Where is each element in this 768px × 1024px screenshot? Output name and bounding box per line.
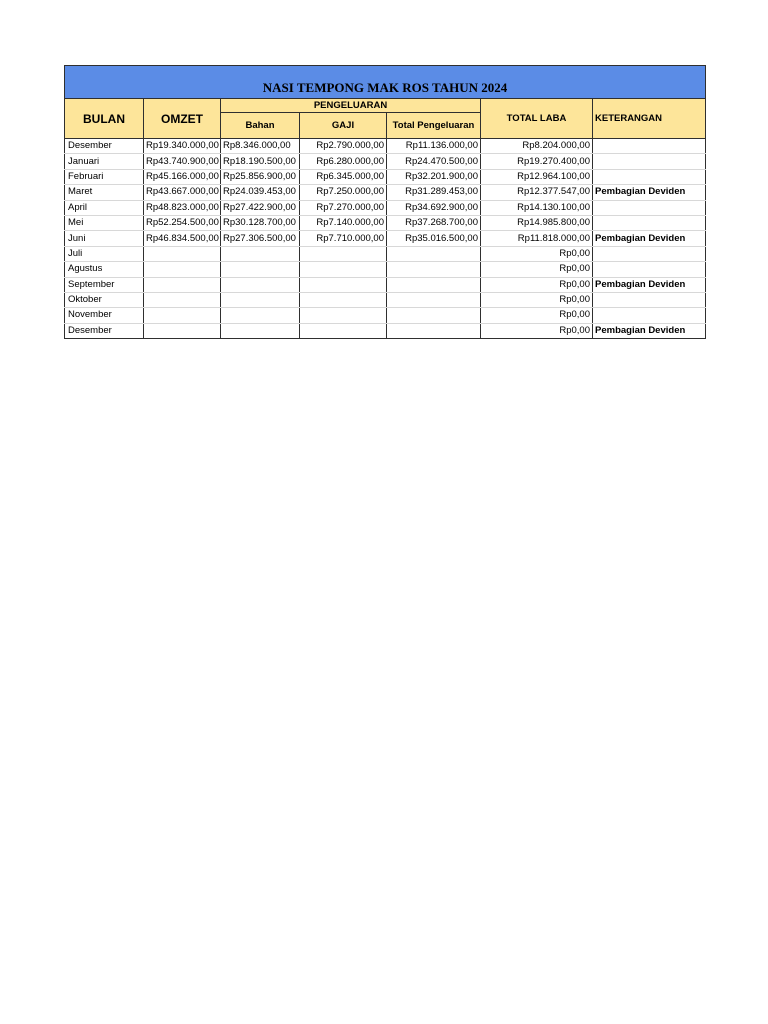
table-row bbox=[65, 169, 706, 184]
cell-total-pengeluaran: Rp31.289.453,00 bbox=[387, 185, 481, 200]
cell-omzet: Rp52.254.500,00 bbox=[144, 215, 221, 230]
header-bahan: Bahan bbox=[221, 113, 300, 139]
cell-bulan: Agustus bbox=[65, 262, 144, 277]
table-row bbox=[65, 308, 706, 323]
cell-gaji: Rp7.140.000,00 bbox=[300, 215, 387, 230]
table-row bbox=[65, 277, 706, 292]
cell-total-laba: Rp0,00 bbox=[481, 323, 593, 338]
table-row bbox=[65, 262, 706, 277]
cell-keterangan bbox=[593, 139, 706, 154]
header-omzet: OMZET bbox=[144, 99, 221, 139]
table-row bbox=[65, 154, 706, 169]
cell-total-laba: Rp12.964.100,00 bbox=[481, 169, 593, 184]
cell-keterangan bbox=[593, 246, 706, 261]
cell-keterangan bbox=[593, 215, 706, 230]
cell-bulan: Oktober bbox=[65, 292, 144, 307]
cell-bahan: Rp27.306.500,00 bbox=[221, 231, 300, 246]
cell-total-pengeluaran: Rp24.470.500,00 bbox=[387, 154, 481, 169]
cell-keterangan bbox=[593, 169, 706, 184]
cell-total-laba: Rp0,00 bbox=[481, 246, 593, 261]
cell-keterangan: Pembagian Deviden bbox=[593, 277, 706, 292]
table-row bbox=[65, 323, 706, 338]
cell-bulan: Februari bbox=[65, 169, 144, 184]
cell-bulan: November bbox=[65, 308, 144, 323]
cell-total-laba: Rp14.985.800,00 bbox=[481, 215, 593, 230]
cell-keterangan bbox=[593, 292, 706, 307]
cell-gaji bbox=[300, 292, 387, 307]
cell-omzet bbox=[144, 277, 221, 292]
cell-gaji bbox=[300, 277, 387, 292]
cell-omzet: Rp46.834.500,00 bbox=[144, 231, 221, 246]
cell-total-pengeluaran: Rp34.692.900,00 bbox=[387, 200, 481, 215]
cell-bahan bbox=[221, 246, 300, 261]
cell-omzet: Rp19.340.000,00 bbox=[144, 139, 221, 154]
cell-gaji bbox=[300, 262, 387, 277]
cell-total-laba: Rp0,00 bbox=[481, 277, 593, 292]
cell-total-laba: Rp8.204.000,00 bbox=[481, 139, 593, 154]
cell-total-pengeluaran: Rp37.268.700,00 bbox=[387, 215, 481, 230]
cell-omzet bbox=[144, 323, 221, 338]
cell-omzet bbox=[144, 292, 221, 307]
header-gaji: GAJI bbox=[300, 113, 387, 139]
table-row bbox=[65, 200, 706, 215]
cell-omzet: Rp45.166.000,00 bbox=[144, 169, 221, 184]
cell-keterangan: Pembagian Deviden bbox=[593, 231, 706, 246]
cell-omzet bbox=[144, 246, 221, 261]
header-total-pengeluaran: Total Pengeluaran bbox=[387, 113, 481, 139]
cell-omzet bbox=[144, 308, 221, 323]
cell-bahan: Rp24.039.453,00 bbox=[221, 185, 300, 200]
cell-keterangan bbox=[593, 154, 706, 169]
cell-bulan: September bbox=[65, 277, 144, 292]
cell-bulan: Juni bbox=[65, 231, 144, 246]
cell-gaji: Rp6.280.000,00 bbox=[300, 154, 387, 169]
cell-gaji: Rp7.710.000,00 bbox=[300, 231, 387, 246]
cell-keterangan: Pembagian Deviden bbox=[593, 185, 706, 200]
cell-total-laba: Rp0,00 bbox=[481, 308, 593, 323]
cell-omzet: Rp43.667.000,00 bbox=[144, 185, 221, 200]
table-row bbox=[65, 246, 706, 261]
cell-total-laba: Rp19.270.400,00 bbox=[481, 154, 593, 169]
cell-keterangan bbox=[593, 200, 706, 215]
cell-bahan bbox=[221, 292, 300, 307]
cell-total-pengeluaran bbox=[387, 292, 481, 307]
cell-keterangan: Pembagian Deviden bbox=[593, 323, 706, 338]
cell-gaji: Rp6.345.000,00 bbox=[300, 169, 387, 184]
cell-bahan: Rp27.422.900,00 bbox=[221, 200, 300, 215]
cell-bulan: Juli bbox=[65, 246, 144, 261]
cell-total-laba: Rp14.130.100,00 bbox=[481, 200, 593, 215]
cell-bahan: Rp25.856.900,00 bbox=[221, 169, 300, 184]
cell-gaji: Rp7.250.000,00 bbox=[300, 185, 387, 200]
report-table bbox=[64, 65, 706, 339]
cell-bahan bbox=[221, 262, 300, 277]
header-pengeluaran: PENGELUARAN bbox=[221, 99, 481, 113]
cell-bahan: Rp18.190.500,00 bbox=[221, 154, 300, 169]
table-row bbox=[65, 139, 706, 154]
cell-bahan bbox=[221, 323, 300, 338]
cell-bahan: Rp30.128.700,00 bbox=[221, 215, 300, 230]
cell-total-pengeluaran bbox=[387, 262, 481, 277]
cell-bulan: Maret bbox=[65, 185, 144, 200]
cell-total-pengeluaran bbox=[387, 246, 481, 261]
cell-omzet bbox=[144, 262, 221, 277]
cell-total-pengeluaran: Rp11.136.000,00 bbox=[387, 139, 481, 154]
cell-gaji bbox=[300, 323, 387, 338]
cell-total-pengeluaran bbox=[387, 323, 481, 338]
cell-bulan: April bbox=[65, 200, 144, 215]
sheet-title: NASI TEMPONG MAK ROS TAHUN 2024 bbox=[65, 66, 706, 99]
cell-bulan: Mei bbox=[65, 215, 144, 230]
cell-bahan bbox=[221, 277, 300, 292]
cell-bahan bbox=[221, 308, 300, 323]
cell-total-laba: Rp12.377.547,00 bbox=[481, 185, 593, 200]
cell-total-laba: Rp11.818.000,00 bbox=[481, 231, 593, 246]
cell-bulan: Desember bbox=[65, 139, 144, 154]
header-total-laba: TOTAL LABA bbox=[481, 99, 593, 139]
header-bulan: BULAN bbox=[65, 99, 144, 139]
cell-bahan: Rp8.346.000,00 bbox=[221, 139, 300, 154]
cell-total-pengeluaran bbox=[387, 308, 481, 323]
cell-total-pengeluaran bbox=[387, 277, 481, 292]
cell-total-laba: Rp0,00 bbox=[481, 292, 593, 307]
table-row bbox=[65, 231, 706, 246]
cell-keterangan bbox=[593, 308, 706, 323]
header-keterangan: KETERANGAN bbox=[593, 99, 706, 139]
cell-total-pengeluaran: Rp35.016.500,00 bbox=[387, 231, 481, 246]
table-row bbox=[65, 292, 706, 307]
table-body bbox=[65, 139, 706, 339]
cell-bulan: Januari bbox=[65, 154, 144, 169]
table-row bbox=[65, 185, 706, 200]
cell-total-pengeluaran: Rp32.201.900,00 bbox=[387, 169, 481, 184]
cell-bulan: Desember bbox=[65, 323, 144, 338]
cell-total-laba: Rp0,00 bbox=[481, 262, 593, 277]
cell-gaji bbox=[300, 308, 387, 323]
cell-omzet: Rp43.740.900,00 bbox=[144, 154, 221, 169]
cell-gaji bbox=[300, 246, 387, 261]
cell-omzet: Rp48.823.000,00 bbox=[144, 200, 221, 215]
cell-gaji: Rp7.270.000,00 bbox=[300, 200, 387, 215]
cell-keterangan bbox=[593, 262, 706, 277]
cell-gaji: Rp2.790.000,00 bbox=[300, 139, 387, 154]
table-row bbox=[65, 215, 706, 230]
